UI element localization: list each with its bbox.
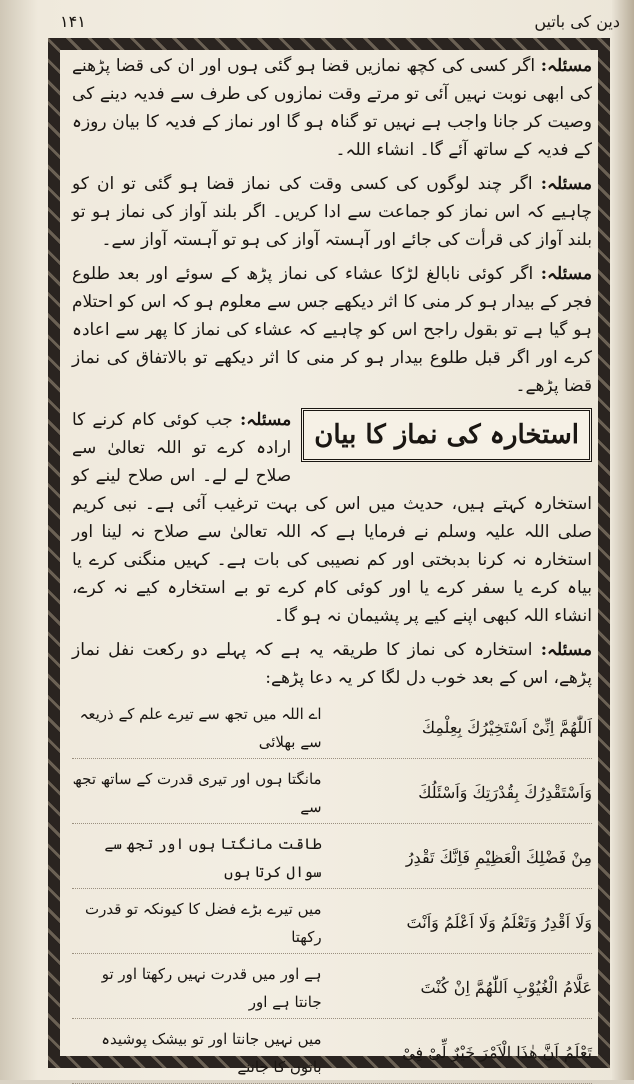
dua-urdu: مانگتا ہوں اور تیری قدرت کے ساتھ تجھ سے: [72, 770, 322, 816]
dua-urdu: ہے اور میں قدرت نہیں رکھتا اور تو جانتا ہے اور: [101, 965, 322, 1011]
dua-row: [72, 698, 592, 759]
page-content: [72, 52, 593, 1076]
dua-row: [72, 1023, 592, 1084]
dua-row: [72, 893, 592, 954]
paragraph-text: اگر کوئی نابالغ لڑکا عشاء کی نماز پڑھ کے سوئے اور بعد طلوع فجر کے بیدار ہو کر منی کا اثر دیکھے جس سے معلوم ہو کہ اس کو احتلام ہو گیا ہے تو بقول راجح اس کو چاہیے کہ عشاء کی نماز کا پھر سے اعادہ کرے اور اگر قبل طلوع بیدار ہو کر منی کا اثر دیکھے تو بالاتفاق کی نماز قضا پڑھے۔: [72, 264, 592, 396]
dua-arabic: وَاَسْتَقْدِرُكَ بِقُدْرَتِكَ وَاَسْئَلُكَ: [418, 783, 592, 802]
paragraph: [72, 170, 592, 254]
paragraph-text: اگر کسی کی کچھ نمازیں قضا ہو گئی ہوں اور ان کی قضا پڑھنے کی ابھی نوبت نہیں آئی تو مرتے وقت نمازوں کی طرف سے فدیہ دینے کی وصیت کر جانا واجب ہے نہیں تو گناہ ہو گا اور نماز کے فدیہ کا بیان روزہ کے فدیہ کے ساتھ آئے گا۔ انشاء اللہ۔: [72, 56, 592, 160]
paragraph: [72, 260, 592, 400]
paragraph-text: استخارہ کی نماز کا طریقہ یہ ہے کہ پہلے دو رکعت نفل نماز پڑھے، اس کے بعد خوب دل لگا کر یہ دعا پڑھے:: [72, 640, 592, 688]
paragraph-text: جب کوئی کام کرنے کا ارادہ کرے تو اللہ تعالیٰ سے صلاح لے لے۔ اس صلاح لینے کو استخارہ کہتے ہیں، حدیث میں اس کی بہت ترغیب آئی ہے۔ نبی کریم صلی اللہ علیہ وسلم نے فرمایا ہے کہ اللہ تعالیٰ سے صلاح نہ لینا اور استخارہ نہ کرنا بدبختی اور کم نصیبی کی بات ہے۔ کہیں منگنی کرے یا بیاہ کرے یا سفر کرے یا اور کوئی کام کرے تو بے استخارہ کیے نہ کرے، انشاء اللہ کبھی اپنے کیے پر پشیمان نہ ہو گا۔: [72, 410, 593, 626]
dua-row: [72, 763, 592, 824]
masla-label: مسئلہ:: [239, 410, 292, 430]
book-title: دین کی باتیں: [534, 11, 620, 31]
section-title: استخارہ کی نماز کا بیان: [301, 408, 592, 462]
dua-urdu: میں نہیں جانتا اور تو بیشک پوشیدہ باتوں کا جاننے: [101, 1030, 322, 1076]
masla-label: مسئلہ:: [540, 264, 593, 284]
dua-table: [72, 698, 592, 1084]
dua-urdu: طاقت مانگتا ہوں اور تجھ سے سوال کرتا ہوں: [104, 835, 322, 881]
dua-arabic: وَلَا اَقْدِرُ وَتَعْلَمُ وَلَا اَعْلَمُ وَاَنْتَ: [406, 913, 592, 932]
dua-arabic: مِنْ فَضْلِكَ الْعَظِیْمِ فَاِنَّكَ تَقْدِرُ: [405, 848, 592, 867]
dua-arabic: تَعْلَمُ اَنَّ هٰذَا الْاَمْرَ خَیْرٌ لِّیْ فِیْ: [402, 1043, 592, 1062]
dua-urdu: اے اللہ میں تجھ سے تیرے علم کے ذریعہ سے بھلائی: [79, 705, 322, 751]
dua-arabic: عَلَّامُ الْغُیُوْبِ اَللّٰهُمَّ اِنْ كُنْتَ: [420, 978, 592, 997]
paragraph: [72, 52, 592, 164]
dua-row: [72, 828, 592, 889]
method-paragraph: [72, 636, 592, 692]
dua-row: [72, 958, 592, 1019]
book-spine: [612, 0, 634, 1080]
masla-label: مسئلہ:: [540, 56, 592, 76]
page-header: [60, 6, 620, 36]
section-paragraph: [72, 406, 592, 630]
masla-label: مسئلہ:: [540, 640, 592, 660]
dua-arabic: اَللّٰهُمَّ اِنِّیْ اَسْتَخِیْرُكَ بِعِلْمِكَ: [421, 718, 592, 737]
dua-urdu: میں تیرے بڑے فضل کا کیونکہ تو قدرت رکھتا: [84, 900, 322, 946]
paragraph-text: اگر چند لوگوں کی کسی وقت کی نماز قضا ہو گئی تو ان کو چاہیے کہ اس نماز کو جماعت سے ادا کریں۔ اگر بلند آواز کی نماز ہو تو بلند آواز کی قرأت کی جائے اور آہستہ آواز کی ہو تو آہستہ آواز سے۔: [72, 174, 592, 250]
page-number: ۱۴۱: [60, 11, 86, 31]
masla-label: مسئلہ:: [540, 174, 592, 194]
